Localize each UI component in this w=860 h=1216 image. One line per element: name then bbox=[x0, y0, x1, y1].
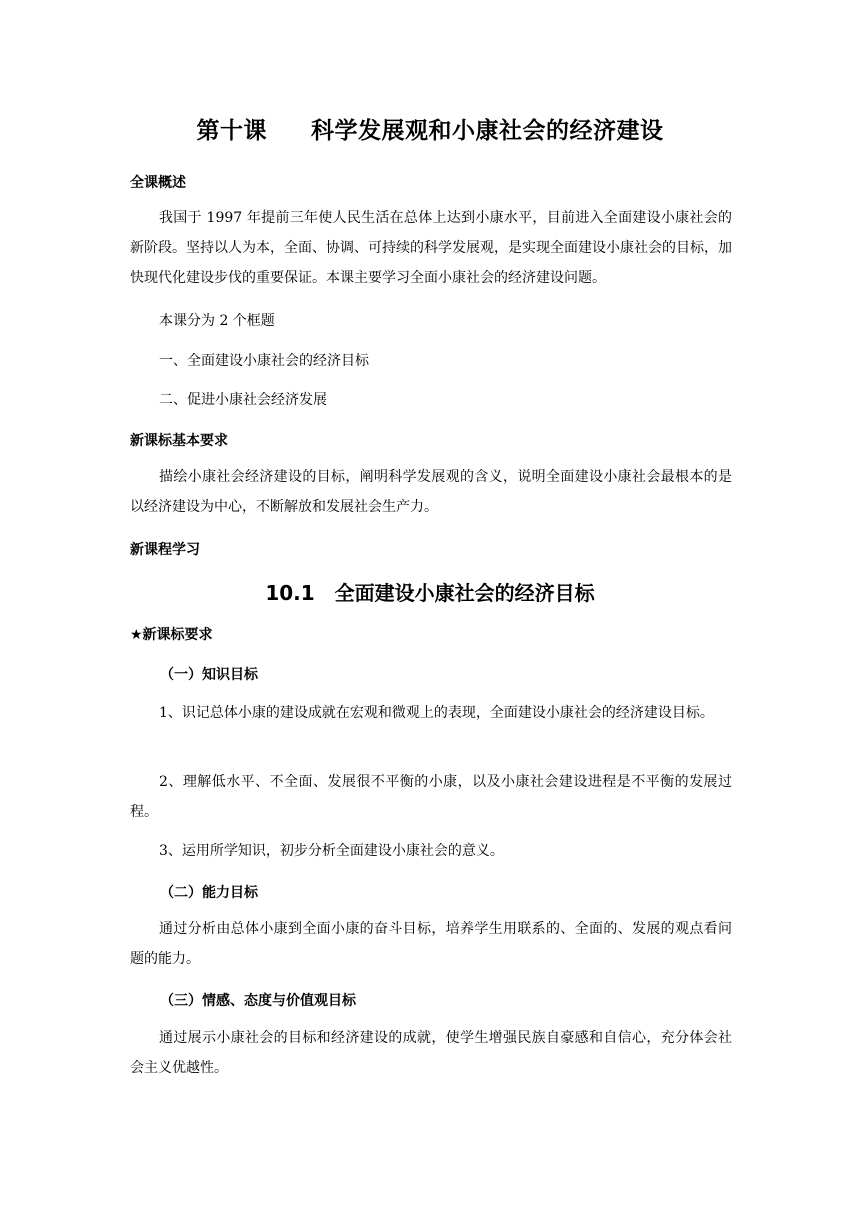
lesson-title bbox=[0, 112, 860, 145]
overview-paragraph: 我国于 1997 年提前三年使人民生活在总体上达到小康水平，目前进入全面建设小康社会的新阶段。坚持以人为本，全面、协调、可持续的科学发展观，是实现全面建设小康社会的目标，加快现代化建设步伐的重要保证。本课主要学习全面小康社会的经济建设问题。 bbox=[130, 210, 732, 286]
emotion-paragraph: 通过展示小康社会的目标和经济建设的成就，使学生增强民族自豪感和自信心，充分体会社会主义优越性。 bbox=[130, 1030, 732, 1076]
section-name: 全面建设小康社会的经济目标 bbox=[334, 581, 595, 605]
emotion-heading: （三）情感、态度与价值观目标 bbox=[160, 993, 356, 1009]
knowledge-item-2: 2、理解低水平、不全面、发展很不平衡的小康，以及小康社会建设进程是不平衡的发展过程。 bbox=[130, 774, 732, 820]
section-title bbox=[0, 577, 860, 606]
lesson-number: 第十课 bbox=[196, 118, 267, 144]
knowledge-item-3: 3、运用所学知识，初步分析全面建设小康社会的意义。 bbox=[159, 843, 504, 859]
overview-heading: 全课概述 bbox=[130, 175, 186, 191]
standard-paragraph: 描绘小康社会经济建设的目标，阐明科学发展观的含义，说明全面建设小康社会最根本的是以经济建设为中心，不断解放和发展社会生产力。 bbox=[130, 469, 732, 515]
standard-heading: 新课标基本要求 bbox=[130, 433, 228, 449]
ability-paragraph: 通过分析由总体小康到全面小康的奋斗目标，培养学生用联系的、全面的、发展的观点看问题的能力。 bbox=[130, 921, 732, 967]
frame-item-2: 二、促进小康社会经济发展 bbox=[159, 392, 327, 408]
knowledge-heading: （一）知识目标 bbox=[160, 667, 258, 683]
lesson-name: 科学发展观和小康社会的经济建设 bbox=[311, 118, 664, 144]
frame-intro: 本课分为 2 个框题 bbox=[159, 313, 275, 329]
frame-item-1: 一、全面建设小康社会的经济目标 bbox=[159, 353, 369, 369]
requirements-heading: ★新课标要求 bbox=[130, 627, 213, 643]
study-heading: 新课程学习 bbox=[130, 542, 200, 558]
knowledge-item-1: 1、识记总体小康的建设成就在宏观和微观上的表现，全面建设小康社会的经济建设目标。 bbox=[159, 705, 714, 721]
section-number: 10.1 bbox=[265, 581, 315, 605]
ability-heading: （二）能力目标 bbox=[160, 885, 258, 901]
